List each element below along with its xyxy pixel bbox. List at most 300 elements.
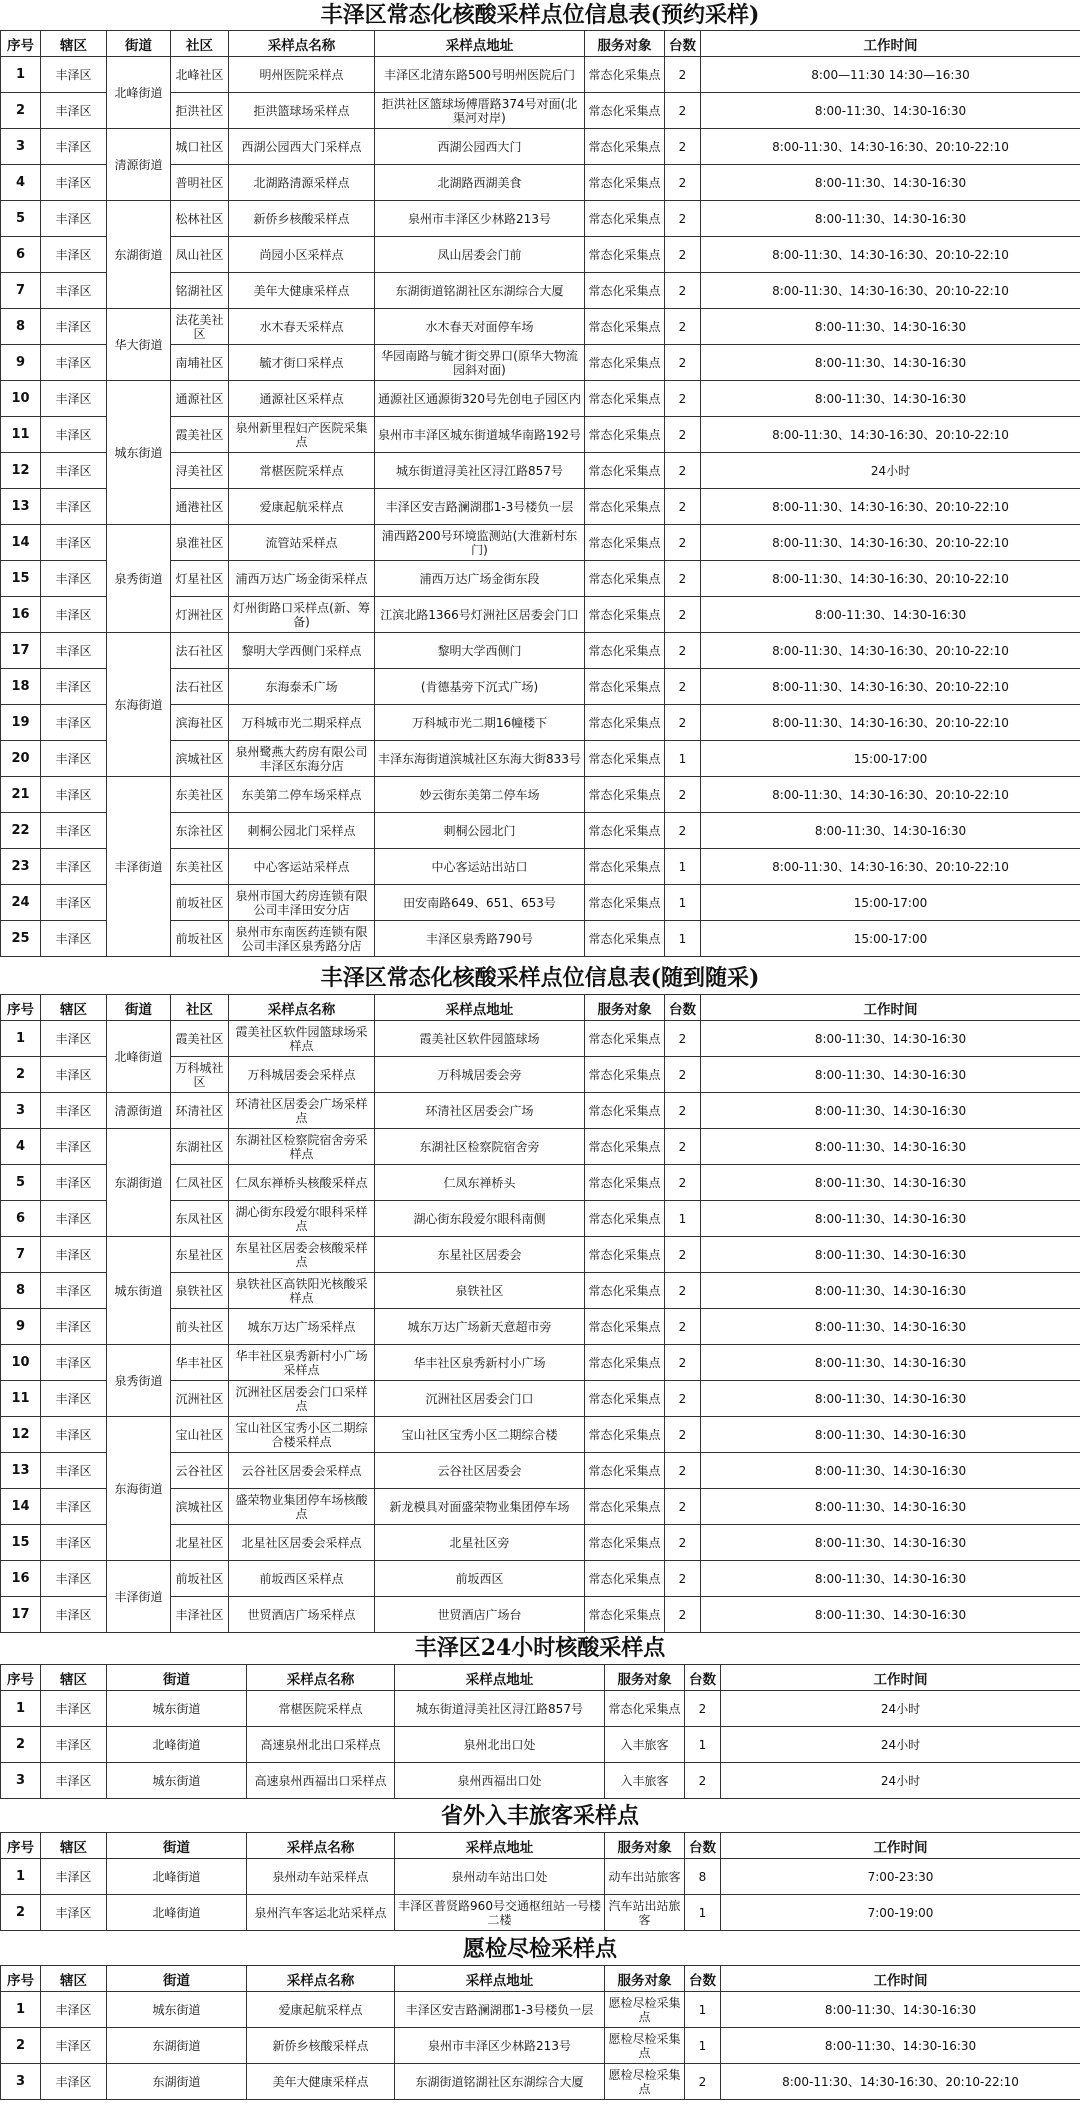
working-hours-cell: 8:00-11:30、14:30-16:30 [701,1201,1080,1237]
row-number: 16 [1,1561,41,1597]
district-cell: 丰泽区 [41,417,107,453]
machine-count-cell: 2 [665,1237,701,1273]
column-header: 社区 [171,995,229,1021]
machine-count-cell: 2 [665,1489,701,1525]
district-cell: 丰泽区 [41,453,107,489]
row-number: 14 [1,1489,41,1525]
column-header: 采样点地址 [375,31,585,57]
header-row [1,1665,1080,1691]
service-target-cell: 常态化采集点 [585,1489,665,1525]
community-cell: 松林社区 [171,201,229,237]
working-hours-cell: 8:00-11:30、14:30-16:30 [701,597,1080,633]
column-header: 辖区 [41,31,107,57]
working-hours-cell: 8:00-11:30、14:30-16:30 [701,1453,1080,1489]
machine-count-cell: 2 [665,705,701,741]
site-name-cell: 爱康起航采样点 [229,489,375,525]
column-header: 采样点名称 [229,995,375,1021]
street-cell: 泉秀街道 [107,525,171,633]
row-number: 24 [1,885,41,921]
community-cell: 铭湖社区 [171,273,229,309]
community-cell: 浔美社区 [171,453,229,489]
machine-count-cell: 2 [665,1453,701,1489]
machine-count-cell: 2 [685,1763,721,1799]
column-header: 工作时间 [721,1966,1080,1992]
machine-count-cell: 2 [665,597,701,633]
street-cell: 华大街道 [107,309,171,381]
row-number: 2 [1,2028,41,2064]
service-target-cell: 常态化采集点 [585,381,665,417]
community-cell: 城口社区 [171,129,229,165]
district-cell: 丰泽区 [41,525,107,561]
district-cell: 丰泽区 [41,597,107,633]
machine-count-cell: 2 [665,93,701,129]
machine-count-cell: 2 [665,309,701,345]
working-hours-cell: 8:00-11:30、14:30-16:30、20:10-22:10 [701,489,1080,525]
row-number: 7 [1,273,41,309]
working-hours-cell: 8:00-11:30、14:30-16:30、20:10-22:10 [701,705,1080,741]
working-hours-cell: 8:00-11:30、14:30-16:30、20:10-22:10 [701,273,1080,309]
row-number: 9 [1,345,41,381]
table-row [1,1992,1080,2028]
site-name-cell: 泉州鹭燕大药房有限公司丰泽区东海分店 [229,741,375,777]
row-number: 3 [1,1093,41,1129]
working-hours-cell: 8:00-11:30、14:30-16:30、20:10-22:10 [701,669,1080,705]
service-target-cell: 常态化采集点 [585,1309,665,1345]
site-address-cell: 水木春天对面停车场 [375,309,585,345]
column-header: 序号 [1,1966,41,1992]
service-target-cell: 愿检尽检采集点 [605,2028,685,2064]
site-name-cell: 灯州街路口采样点(新、筹备) [229,597,375,633]
column-header: 采样点地址 [375,995,585,1021]
table-row [1,1417,1080,1453]
service-target-cell: 愿检尽检采集点 [605,2064,685,2100]
community-cell: 东星社区 [171,1237,229,1273]
working-hours-cell: 8:00-11:30、14:30-16:30 [721,2028,1080,2064]
working-hours-cell: 15:00-17:00 [701,741,1080,777]
working-hours-cell: 8:00-11:30、14:30-16:30 [701,1345,1080,1381]
row-number: 5 [1,1165,41,1201]
district-cell: 丰泽区 [41,1417,107,1453]
column-header: 辖区 [41,1966,107,1992]
machine-count-cell: 2 [665,1129,701,1165]
district-cell: 丰泽区 [41,633,107,669]
community-cell: 灯星社区 [171,561,229,597]
street-cell: 清源街道 [107,129,171,201]
community-cell: 东美社区 [171,849,229,885]
site-name-cell: 常椹医院采样点 [247,1691,395,1727]
street-cell: 北峰街道 [107,57,171,129]
community-cell: 霞美社区 [171,417,229,453]
working-hours-cell: 8:00-11:30、14:30-16:30、20:10-22:10 [701,525,1080,561]
site-name-cell: 东星社区居委会核酸采样点 [229,1237,375,1273]
row-number: 6 [1,237,41,273]
row-number: 2 [1,1727,41,1763]
table-row [1,1093,1080,1129]
working-hours-cell: 8:00-11:30、14:30-16:30 [701,381,1080,417]
service-target-cell: 常态化采集点 [585,669,665,705]
row-number: 1 [1,1859,41,1895]
table-row [1,2028,1080,2064]
service-target-cell: 常态化采集点 [585,705,665,741]
district-cell: 丰泽区 [41,1381,107,1417]
community-cell: 华丰社区 [171,1345,229,1381]
table-row [1,633,1080,669]
district-cell: 丰泽区 [41,345,107,381]
working-hours-cell: 24小时 [721,1727,1080,1763]
table-row [1,57,1080,93]
site-address-cell: 丰泽区安吉路澜湖郡1-3号楼负一层 [395,1992,605,2028]
street-cell: 城东街道 [107,1992,247,2028]
table-row [1,1237,1080,1273]
site-address-cell: 泉州市丰泽区少林路213号 [395,2028,605,2064]
machine-count-cell: 2 [665,417,701,453]
community-cell: 法花美社区 [171,309,229,345]
street-cell: 东湖街道 [107,2064,247,2100]
row-number: 2 [1,1057,41,1093]
working-hours-cell: 8:00-11:30、14:30-16:30、20:10-22:10 [701,777,1080,813]
machine-count-cell: 2 [665,1381,701,1417]
district-cell: 丰泽区 [41,1165,107,1201]
row-number: 3 [1,129,41,165]
machine-count-cell: 2 [665,1525,701,1561]
machine-count-cell: 2 [665,129,701,165]
site-address-cell: 丰泽区北清东路500号明州医院后门 [375,57,585,93]
site-name-cell: 通源社区采样点 [229,381,375,417]
district-cell: 丰泽区 [41,201,107,237]
service-target-cell: 常态化采集点 [585,1381,665,1417]
street-cell: 泉秀街道 [107,1345,171,1417]
site-address-cell: 西湖公园西大门 [375,129,585,165]
district-cell: 丰泽区 [41,1345,107,1381]
site-address-cell: 丰泽区安吉路澜湖郡1-3号楼负一层 [375,489,585,525]
site-name-cell: 泉州动车站采样点 [247,1859,395,1895]
community-cell: 云谷社区 [171,1453,229,1489]
service-target-cell: 常态化采集点 [585,165,665,201]
community-cell: 前坂社区 [171,1561,229,1597]
district-cell: 丰泽区 [41,1273,107,1309]
district-cell: 丰泽区 [41,2064,107,2100]
section-title-24h: 丰泽区24小时核酸采样点 [414,1635,666,1661]
machine-count-cell: 2 [665,1561,701,1597]
community-cell: 万科城社区 [171,1057,229,1093]
site-name-cell: 西湖公园西大门采样点 [229,129,375,165]
table-row [1,381,1080,417]
machine-count-cell: 2 [665,165,701,201]
header-row [1,31,1080,57]
machine-count-cell: 2 [665,489,701,525]
site-name-cell: 北湖路清源采样点 [229,165,375,201]
district-cell: 丰泽区 [41,1309,107,1345]
site-name-cell: 霞美社区软件园篮球场采样点 [229,1021,375,1057]
district-cell: 丰泽区 [41,813,107,849]
row-number: 5 [1,201,41,237]
header-row [1,995,1080,1021]
community-cell: 南埔社区 [171,345,229,381]
working-hours-cell: 8:00-11:30、14:30-16:30、20:10-22:10 [701,561,1080,597]
column-header: 服务对象 [585,995,665,1021]
site-name-cell: 泉州市国大药房连锁有限公司丰泽田安分店 [229,885,375,921]
site-name-cell: 尚园小区采样点 [229,237,375,273]
community-cell: 普明社区 [171,165,229,201]
service-target-cell: 常态化采集点 [585,885,665,921]
site-address-cell: 通源社区通源街320号先创电子园区内 [375,381,585,417]
table-row [1,1763,1080,1799]
column-header: 辖区 [41,995,107,1021]
service-target-cell: 愿检尽检采集点 [605,1992,685,2028]
column-header: 序号 [1,995,41,1021]
row-number: 23 [1,849,41,885]
district-cell: 丰泽区 [41,489,107,525]
machine-count-cell: 2 [665,1273,701,1309]
service-target-cell: 常态化采集点 [585,1417,665,1453]
site-address-cell: 华丰社区泉秀新村小广场 [375,1345,585,1381]
street-cell: 北峰街道 [107,1895,247,1931]
site-name-cell: 刺桐公园北门采样点 [229,813,375,849]
column-header: 采样点地址 [395,1966,605,1992]
machine-count-cell: 2 [665,57,701,93]
district-cell: 丰泽区 [41,849,107,885]
district-cell: 丰泽区 [41,669,107,705]
street-cell: 东湖街道 [107,201,171,309]
working-hours-cell: 8:00-11:30、14:30-16:30 [701,1237,1080,1273]
street-cell: 丰泽街道 [107,1561,171,1633]
site-name-cell: 美年大健康采样点 [247,2064,395,2100]
machine-count-cell: 2 [665,453,701,489]
working-hours-cell: 15:00-17:00 [701,921,1080,957]
site-address-cell: 妙云街东美第二停车场 [375,777,585,813]
district-cell: 丰泽区 [41,381,107,417]
site-name-cell: 宝山社区宝秀小区二期综合楼采样点 [229,1417,375,1453]
service-target-cell: 常态化采集点 [585,921,665,957]
community-cell: 拒洪社区 [171,93,229,129]
machine-count-cell: 2 [665,237,701,273]
community-cell: 霞美社区 [171,1021,229,1057]
community-cell: 泉淮社区 [171,525,229,561]
service-target-cell: 常态化采集点 [605,1691,685,1727]
district-cell: 丰泽区 [41,237,107,273]
row-number: 22 [1,813,41,849]
site-name-cell: 城东万达广场采样点 [229,1309,375,1345]
community-cell: 通港社区 [171,489,229,525]
column-header: 工作时间 [721,1665,1080,1691]
service-target-cell: 常态化采集点 [585,525,665,561]
machine-count-cell: 2 [665,1417,701,1453]
s2-table [0,994,1080,1633]
site-address-cell: 泉铁社区 [375,1273,585,1309]
machine-count-cell: 1 [665,741,701,777]
site-name-cell: 泉铁社区高铁阳光核酸采样点 [229,1273,375,1309]
working-hours-cell: 7:00-19:00 [721,1895,1080,1931]
site-address-cell: 田安南路649、651、653号 [375,885,585,921]
working-hours-cell: 8:00-11:30、14:30-16:30 [701,1309,1080,1345]
working-hours-cell: 8:00-11:30、14:30-16:30 [701,1129,1080,1165]
service-target-cell: 常态化采集点 [585,561,665,597]
service-target-cell: 入丰旅客 [605,1763,685,1799]
column-header: 台数 [685,1966,721,1992]
column-header: 采样点地址 [395,1833,605,1859]
site-address-cell: 霞美社区软件园篮球场 [375,1021,585,1057]
site-address-cell: 城东街道浔美社区浔江路857号 [375,453,585,489]
community-cell: 东湖社区 [171,1129,229,1165]
service-target-cell: 常态化采集点 [585,345,665,381]
site-name-cell: 世贸酒店广场采样点 [229,1597,375,1633]
row-number: 15 [1,1525,41,1561]
column-header: 台数 [685,1833,721,1859]
machine-count-cell: 1 [665,849,701,885]
street-cell: 东海街道 [107,1417,171,1561]
site-address-cell: 江滨北路1366号灯洲社区居委会门口 [375,597,585,633]
site-address-cell: 万科城市光二期16幢楼下 [375,705,585,741]
street-cell: 东湖街道 [107,2028,247,2064]
site-name-cell: 黎明大学西侧门采样点 [229,633,375,669]
column-header: 台数 [685,1665,721,1691]
site-address-cell: 浦西路200号环境监测站(大淮新村东门) [375,525,585,561]
service-target-cell: 常态化采集点 [585,237,665,273]
community-cell: 环清社区 [171,1093,229,1129]
machine-count-cell: 1 [685,1895,721,1931]
site-name-cell: 云谷社区居委会采样点 [229,1453,375,1489]
site-address-cell: 拒洪社区篮球场傅厝路374号对面(北渠河对岸) [375,93,585,129]
working-hours-cell: 8:00-11:30、14:30-16:30、20:10-22:10 [701,633,1080,669]
site-name-cell: 万科城市光二期采样点 [229,705,375,741]
row-number: 17 [1,1597,41,1633]
site-name-cell: 高速泉州西福出口采样点 [247,1763,395,1799]
working-hours-cell: 8:00-11:30、14:30-16:30 [701,1525,1080,1561]
column-header: 采样点名称 [247,1966,395,1992]
district-cell: 丰泽区 [41,741,107,777]
district-cell: 丰泽区 [41,1489,107,1525]
district-cell: 丰泽区 [41,1237,107,1273]
site-name-cell: 常椹医院采样点 [229,453,375,489]
district-cell: 丰泽区 [41,93,107,129]
service-target-cell: 常态化采集点 [585,1453,665,1489]
district-cell: 丰泽区 [41,1895,107,1931]
working-hours-cell: 8:00-11:30、14:30-16:30 [701,813,1080,849]
site-name-cell: 爱康起航采样点 [247,1992,395,2028]
site-address-cell: 世贸酒店广场台 [375,1597,585,1633]
row-number: 11 [1,1381,41,1417]
district-cell: 丰泽区 [41,309,107,345]
working-hours-cell: 8:00-11:30、14:30-16:30、20:10-22:10 [721,2064,1080,2100]
row-number: 14 [1,525,41,561]
site-address-cell: 东湖街道铭湖社区东湖综合大厦 [375,273,585,309]
street-cell: 城东街道 [107,1691,247,1727]
machine-count-cell: 2 [665,633,701,669]
district-cell: 丰泽区 [41,1561,107,1597]
table-row [1,777,1080,813]
machine-count-cell: 2 [665,1021,701,1057]
working-hours-cell: 8:00-11:30、14:30-16:30 [701,1057,1080,1093]
site-address-cell: 丰泽东海街道滨城社区东海大街833号 [375,741,585,777]
service-target-cell: 常态化采集点 [585,1057,665,1093]
site-name-cell: 环清社区居委会广场采样点 [229,1093,375,1129]
service-target-cell: 常态化采集点 [585,1237,665,1273]
working-hours-cell: 8:00-11:30、14:30-16:30 [701,1093,1080,1129]
district-cell: 丰泽区 [41,165,107,201]
site-address-cell: 前坂西区 [375,1561,585,1597]
machine-count-cell: 2 [665,1597,701,1633]
site-address-cell: (肯德基旁下沉式广场) [375,669,585,705]
site-address-cell: 北湖路西湖美食 [375,165,585,201]
column-header: 街道 [107,995,171,1021]
service-target-cell: 常态化采集点 [585,1525,665,1561]
community-cell: 滨海社区 [171,705,229,741]
site-name-cell: 湖心街东段爱尔眼科采样点 [229,1201,375,1237]
row-number: 9 [1,1309,41,1345]
service-target-cell: 常态化采集点 [585,201,665,237]
community-cell: 法石社区 [171,669,229,705]
site-name-cell: 新侨乡核酸采样点 [247,2028,395,2064]
working-hours-cell: 8:00-11:30、14:30-16:30 [701,165,1080,201]
street-cell: 清源街道 [107,1093,171,1129]
district-cell: 丰泽区 [41,1597,107,1633]
site-address-cell: 东星社区居委会 [375,1237,585,1273]
site-address-cell: 云谷社区居委会 [375,1453,585,1489]
row-number: 17 [1,633,41,669]
site-address-cell: 黎明大学西侧门 [375,633,585,669]
machine-count-cell: 2 [665,1165,701,1201]
community-cell: 前头社区 [171,1309,229,1345]
s5-table [0,1965,1080,2100]
service-target-cell: 常态化采集点 [585,1561,665,1597]
row-number: 2 [1,1895,41,1931]
site-address-cell: 沉洲社区居委会门口 [375,1381,585,1417]
site-name-cell: 浦西万达广场金街采样点 [229,561,375,597]
working-hours-cell: 8:00—11:30 14:30—16:30 [701,57,1080,93]
row-number: 13 [1,1453,41,1489]
district-cell: 丰泽区 [41,1129,107,1165]
row-number: 8 [1,309,41,345]
row-number: 1 [1,1992,41,2028]
service-target-cell: 常态化采集点 [585,93,665,129]
table-row [1,1859,1080,1895]
site-name-cell: 盛荣物业集团停车场核酸点 [229,1489,375,1525]
s4-table [0,1832,1080,1931]
district-cell: 丰泽区 [41,1021,107,1057]
site-address-cell: 浦西万达广场金街东段 [375,561,585,597]
row-number: 7 [1,1237,41,1273]
site-name-cell: 水木春天采样点 [229,309,375,345]
machine-count-cell: 1 [685,1992,721,2028]
table-row [1,1691,1080,1727]
district-cell: 丰泽区 [41,2028,107,2064]
site-address-cell: 湖心街东段爱尔眼科南侧 [375,1201,585,1237]
service-target-cell: 常态化采集点 [585,129,665,165]
machine-count-cell: 2 [685,2064,721,2100]
site-address-cell: 城东街道浔美社区浔江路857号 [395,1691,605,1727]
street-cell: 北峰街道 [107,1021,171,1093]
working-hours-cell: 24小时 [721,1691,1080,1727]
working-hours-cell: 8:00-11:30、14:30-16:30 [701,345,1080,381]
header-row [1,1966,1080,1992]
column-header: 序号 [1,1665,41,1691]
working-hours-cell: 8:00-11:30、14:30-16:30 [701,93,1080,129]
site-name-cell: 沉洲社区居委会门口采样点 [229,1381,375,1417]
row-number: 8 [1,1273,41,1309]
street-cell: 城东街道 [107,1237,171,1345]
column-header: 服务对象 [605,1966,685,1992]
machine-count-cell: 2 [665,1345,701,1381]
district-cell: 丰泽区 [41,129,107,165]
working-hours-cell: 8:00-11:30、14:30-16:30 [701,309,1080,345]
district-cell: 丰泽区 [41,561,107,597]
row-number: 25 [1,921,41,957]
district-cell: 丰泽区 [41,705,107,741]
service-target-cell: 常态化采集点 [585,1597,665,1633]
working-hours-cell: 8:00-11:30、14:30-16:30 [701,1165,1080,1201]
machine-count-cell: 1 [685,2028,721,2064]
row-number: 10 [1,1345,41,1381]
